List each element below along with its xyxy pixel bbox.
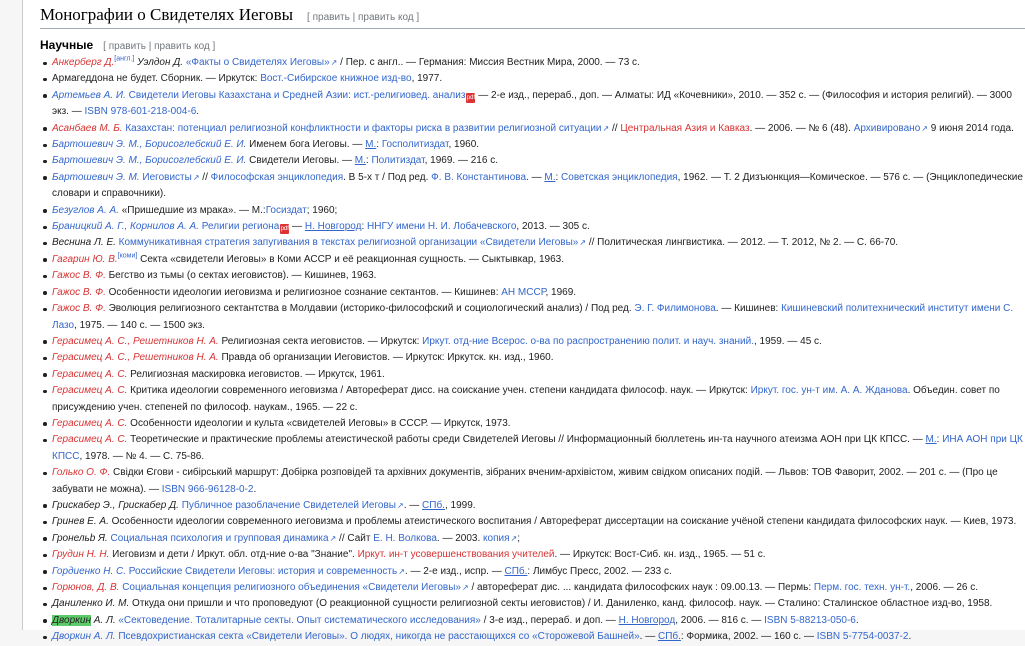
publisher-link[interactable]: ИНА АОН при ЦК КПСС — [52, 434, 1023, 462]
subsection-edit-links[interactable]: [ править | править код ] — [103, 41, 216, 52]
author-link[interactable]: Голько О. Ф. — [52, 467, 111, 479]
external-link-icon: ↗ — [398, 566, 405, 576]
author-link[interactable]: Герасимец А. С., Решетников Н. А. — [52, 335, 219, 347]
list-item: Асанбаев М. Б. Казахстан: потенциал религиозной конфликтности и факторы риска в развитии религиозной ситуации↗ // Центральная Азия и Кавказ. — 2006. — № 6 (48). Архивировано↗ 9 июня 2014 года. — [40, 121, 1025, 137]
section-heading — [40, 5, 1025, 29]
list-item: Грискабер Э., Грискабер Д. Публичное разоблачение Свидетелей Иеговы↗. — СПб., 1999. — [40, 498, 1025, 514]
city-link[interactable]: М. — [925, 434, 937, 446]
list-item: Гринев Е. А. Особенности идеологии современного иеговизма и проблемы атеистического воспитания / Автореферат диссертации на соискание учёной степени кандидата философских наук. — Киев, 1973. — [40, 514, 1025, 530]
list-item: Бартошевич Э. М., Борисоглебский Е. И. Именем бога Иеговы. — М.: Госполитиздат, 1960. — [40, 137, 1025, 153]
external-link-icon: ↗ — [192, 172, 200, 182]
list-item: Герасимец А. С. Религиозная маскировка иеговистов. — Иркутск, 1961. — [40, 367, 1025, 383]
subsection-title: Научные — [40, 38, 94, 52]
work-link[interactable]: «Сектоведение. Тоталитарные секты. Опыт систематического исследования» — [115, 614, 481, 626]
publisher-link[interactable]: Иркут. отд-ние Всерос. о-ва по распространению полит. и науч. знаний. — [422, 335, 754, 347]
list-item: Анкерберг Д.[англ.] Уэлдон Д. «Факты о Свидетелях Иеговы»↗ / Пер. с англ.. — Германия: Миссия Вестник Мира, 2000. — 73 с. — [40, 55, 1025, 71]
publisher-link[interactable]: Политиздат — [371, 155, 425, 167]
editor-link[interactable]: Ф. В. Константинова — [431, 171, 527, 183]
city-link[interactable]: М. — [365, 139, 377, 151]
institution-link[interactable]: Иркут. ин-т усовершенствования учителей — [357, 549, 555, 561]
isbn-link[interactable]: ISBN 966-96128-0-2 — [161, 483, 254, 495]
author-link[interactable]: Артемьев А. И. — [52, 89, 126, 101]
work-link[interactable]: Публичное разоблачение Свидетелей Иеговы — [178, 499, 396, 511]
pdf-icon: pdf — [280, 226, 289, 233]
article-content — [22, 0, 1025, 643]
list-item: Гагарин Ю. В.[коми] Секта «свидетели Иеговы» в Коми АССР и её реакционная сущность. — Сыктывкар, 1963. — [40, 252, 1025, 268]
external-link-icon: ↗ — [579, 238, 587, 248]
author-link-highlighted[interactable]: Дворкин — [52, 614, 91, 626]
section-edit-links[interactable]: [ править | править код ] — [307, 12, 420, 23]
bibliography-list — [40, 55, 1025, 646]
author-link[interactable]: Гагарин Ю. В. — [52, 253, 118, 265]
list-item: Безуглов А. А. «Пришедшие из мрака». — М.:Госиздат; 1960; — [40, 203, 1025, 219]
work-link[interactable]: Религии региона — [199, 221, 280, 233]
list-item: Браницкий А. Г., Корнилов А. А. Религии регионаpdf — Н. Новгород: ННГУ имени Н. И. Лобачевского, 2013. — 305 с. — [40, 219, 1025, 235]
external-link-icon: ↗ — [396, 500, 404, 510]
work-link[interactable]: Казахстан: потенциал религиозной конфликтности и факторы риска в развитии религиозной ситуации — [122, 122, 602, 134]
external-link-icon: ↗ — [461, 583, 469, 592]
isbn-link[interactable]: ISBN 5-7754-0037-2 — [816, 631, 909, 643]
external-link-icon: ↗ — [330, 58, 338, 67]
list-item: Гажос В. Ф. Бегство из тьмы (о сектах иеговистов). — Кишинев, 1963. — [40, 268, 1025, 284]
copy-link[interactable]: копия — [483, 532, 510, 544]
author-link[interactable]: Асанбаев М. Б. — [52, 122, 123, 134]
city-link[interactable]: М. — [544, 171, 556, 183]
publisher-link[interactable]: Вост.-Сибирское книжное изд-во — [260, 73, 412, 85]
list-item: Герасимец А. С. Критика идеологии современного иеговизма / Автореферат дисс. на соискание учен. степени кандидата философ. наук. — Иркутск: Иркут. гос. ун-т им. А. А. Жданова. Объедин. совет по присуждению учен. степеней по философ. наукам., 1965. — 22 с. — [40, 383, 1025, 416]
author-link[interactable]: Герасимец А. С. — [52, 417, 128, 429]
city-link[interactable]: М. — [354, 155, 366, 167]
city-link[interactable]: Н. Новгород — [618, 614, 676, 626]
work-link[interactable]: Псевдохристианская секта «Свидетели Иеговы». О людях, никогда не расстающихся со «Сторожевой Башней» — [115, 631, 640, 643]
author-link[interactable]: Безуглов А. А. — [52, 204, 119, 216]
list-item: Гажос В. Ф. Эволюция религиозного сектантства в Молдавии (историко-философский и социологический анализ) / Под ред. Э. Г. Филимонова. — Кишинев: Кишиневский политехнический институт имени С. Лазо, 1975. — 140 с. — 1500 экз. — [40, 301, 1025, 334]
author-link[interactable]: Герасимец А. С., Решетников Н. А. — [52, 352, 219, 364]
list-item: Гордиенко Н. С. Российские Свидетели Иеговы: история и современность↗. — 2-е изд., испр. — СПб.: Лимбус Пресс, 2002. — 233 с. — [40, 564, 1025, 580]
city-link[interactable]: СПб. — [422, 499, 445, 511]
list-item: Веснина Л. Е. Коммуникативная стратегия запугивания в текстах религиозной организации «Свидетели Иеговы»↗ // Политическая лингвистика. — 2012. — Т. 2012, № 2. — С. 66-70. — [40, 235, 1025, 251]
author-link[interactable]: Герасимец А. С. — [52, 385, 128, 397]
list-item: Артемьев А. И. Свидетели Иеговы Казахстана и Средней Азии: ист.-религиовед. анализpdf — 2-е изд., перераб., доп. — Алматы: ИД «Кочевники», 2010. — 352 с. — (Философия и история религий). — 3000 экз. — ISBN 978-601-218-004-6. — [40, 88, 1025, 121]
pdf-icon: pdf — [466, 94, 476, 101]
publisher-link[interactable]: АН МССР — [501, 286, 546, 298]
list-item: Дворкин А. Л. Псевдохристианская секта «Свидетели Иеговы». О людях, никогда не расстающихся со «Сторожевой Башней». — СПб.: Формика, 2002. — 160 с. — ISBN 5-7754-0037-2. — [40, 629, 1025, 645]
section-title: Монографии о Свидетелях Иеговы — [40, 5, 294, 24]
list-item: Дворкин А. Л. «Сектоведение. Тоталитарные секты. Опыт систематического исследования» / 3-е изд., перераб. и доп. — Н. Новгород, 2006. — 816 с. — ISBN 5-88213-050-6. — [40, 613, 1025, 629]
city-link[interactable]: СПб. — [658, 631, 681, 643]
person-link[interactable]: Е. Н. Волкова — [373, 532, 437, 544]
author-link[interactable]: Грудин Н. Н. — [52, 549, 110, 561]
work-link[interactable]: «Факты о Свидетелях Иеговы» — [185, 57, 330, 68]
publisher-link[interactable]: Госполитиздат — [381, 139, 449, 151]
external-link-icon: ↗ — [510, 533, 518, 543]
publisher-link[interactable]: Кишиневский политехнический институт имени С. Лазо — [52, 303, 1014, 331]
list-item: Бартошевич Э. М. Иеговисты↗ // Философская энциклопедия. В 5-х т / Под ред. Ф. В. Константинова. — М.: Советская энциклопедия, 1962. — Т. 2 Дизъюнкция—Комическое. — 576 с. — (Энциклопедические словари и справочники). — [40, 170, 1025, 203]
work-link[interactable]: Социальная концепция религиозного объединения «Свидетели Иеговы» — [119, 582, 461, 593]
isbn-link[interactable]: ISBN 5-88213-050-6 — [764, 614, 856, 626]
publisher-link[interactable]: Советская энциклопедия — [561, 171, 678, 183]
isbn-link[interactable]: ISBN 978-601-218-004-6 — [84, 106, 197, 118]
list-item: Бартошевич Э. М., Борисоглебский Е. И. Свидетели Иеговы. — М.: Политиздат, 1969. — 216 с. — [40, 153, 1025, 169]
author-link[interactable]: Горюнов, Д. В. — [52, 582, 120, 593]
list-item: Голько О. Ф. Свідки Єгови - сибірський маршрут: Добірка розповідей та архівних документів, зібраних вченим-архівістом, живим свідком описаних подій. — Львов: ТОВ Фаворит, 2002. — 201 с. — (Про це забувати не можна). — ISBN 966-96128-0-2. — [40, 465, 1025, 498]
author-link[interactable]: Бартошевич Э. М., Борисоглебский Е. И. — [52, 155, 247, 167]
publisher-link[interactable]: Перм. гос. техн. ун-т. — [813, 582, 911, 593]
lang-link[interactable]: [коми] — [117, 252, 138, 260]
list-item: Герасимец А. С., Решетников Н. А. Правда об организации Иеговистов. — Иркутск: Иркутск. кн. изд., 1960. — [40, 350, 1025, 366]
work-link[interactable]: Коммуникативная стратегия запугивания в текстах религиозной организации «Свидетели Иеговы» — [115, 237, 579, 249]
work-link[interactable]: Свидетели Иеговы Казахстана и Средней Азии: ист.-религиовед. анализ — [125, 89, 466, 101]
list-item: Герасимец А. С. Теоретические и практические проблемы атеистической работы среди Свидетелей Иеговы // Информационный бюллетень ин-та научного атеизма АОН при ЦК КПСС. — М.: ИНА АОН при ЦК КПСС, 1978. — № 4. — С. 75-86. — [40, 432, 1025, 465]
author-link[interactable]: Анкерберг Д. — [52, 57, 115, 68]
city-link[interactable]: СПб. — [504, 565, 528, 577]
subsection-heading — [40, 38, 215, 52]
author-link[interactable]: Гажос В. Ф. — [52, 270, 106, 282]
list-item: Горюнов, Д. В. Социальная концепция религиозного объединения «Свидетели Иеговы»↗ / автореферат дис. ... кандидата философских наук : 09.00.13. — Пермь: Перм. гос. техн. ун-т., 2006. — 26 с. — [40, 580, 1025, 596]
work-link[interactable]: Иеговисты — [139, 171, 192, 183]
list-item: Даниленко И. М. Откуда они пришли и что проповедуют (О реакционной сущности религиозной секты иеговистов) / И. Даниленко, канд. философ. наук. — Сталино: Сталинское областное изд-во, 1958. — [40, 596, 1025, 612]
list-item: Гронельb Я. Социальная психология и групповая динамика↗ // Сайт Е. Н. Волкова. — 2003. копия↗; — [40, 531, 1025, 547]
list-item: Армагеддона не будет. Сборник. — Иркутск: Вост.-Сибирское книжное изд-во, 1977. — [40, 71, 1025, 87]
external-link-icon: ↗ — [602, 123, 610, 133]
work-link[interactable]: Российские Свидетели Иеговы: история и современность — [126, 565, 398, 577]
encyclopedia-link[interactable]: Философская энциклопедия — [210, 171, 344, 183]
archive-link[interactable]: Архивировано — [853, 122, 921, 134]
author-link[interactable]: Герасимец А. С. — [52, 434, 128, 446]
author-link[interactable]: Гажос В. Ф. — [52, 303, 106, 315]
author-link[interactable]: Бартошевич Э. М., Борисоглебский Е. И. — [52, 139, 247, 151]
publisher-link[interactable]: ННГУ имени Н. И. Лобачевского — [367, 221, 517, 233]
author-link[interactable]: Браницкий А. Г., Корнилов А. А. — [52, 221, 199, 233]
editor-link[interactable]: Э. Г. Филимонова — [634, 303, 716, 315]
author-link[interactable]: Гордиенко Н. С. — [52, 565, 126, 577]
author-link[interactable]: Бартошевич Э. М. — [52, 171, 140, 183]
external-link-icon: ↗ — [921, 123, 928, 133]
lang-link[interactable]: [англ.] — [114, 55, 135, 63]
journal-link[interactable]: Центральная Азия и Кавказ — [620, 122, 750, 134]
list-item: Герасимец А. С. Особенности идеологии и культа «свидетелей Иеговы» в СССР. — Иркутск, 1973. — [40, 416, 1025, 432]
author-link[interactable]: Дворкин А. Л. — [52, 631, 116, 643]
author-link[interactable]: Герасимец А. С. — [52, 368, 128, 380]
publisher-link[interactable]: Госиздат — [265, 204, 307, 216]
list-item: Грудин Н. Н. Иеговизм и дети / Иркут. обл. отд-ние о-ва "Знание". Иркут. ин-т усовершенствования учителей. — Иркутск: Вост-Сиб. кн. изд., 1965. — 51 с. — [40, 547, 1025, 563]
external-link-icon: ↗ — [329, 533, 337, 543]
city-link[interactable]: Н. Новгород — [304, 221, 362, 233]
publisher-link[interactable]: Иркут. гос. ун-т им. А. А. Жданова — [750, 385, 908, 397]
list-item: Герасимец А. С., Решетников Н. А. Религиозная секта иеговистов. — Иркутск: Иркут. отд-ние Всерос. о-ва по распространению полит. и науч. знаний., 1959. — 45 с. — [40, 334, 1025, 350]
author-link[interactable]: Гажос В. Ф. — [52, 286, 106, 298]
list-item: Гажос В. Ф. Особенности идеологии иеговизма и религиозное сознание сектантов. — Кишинев: АН МССР, 1969. — [40, 285, 1025, 301]
work-link[interactable]: Социальная психология и групповая динамика — [107, 532, 329, 544]
